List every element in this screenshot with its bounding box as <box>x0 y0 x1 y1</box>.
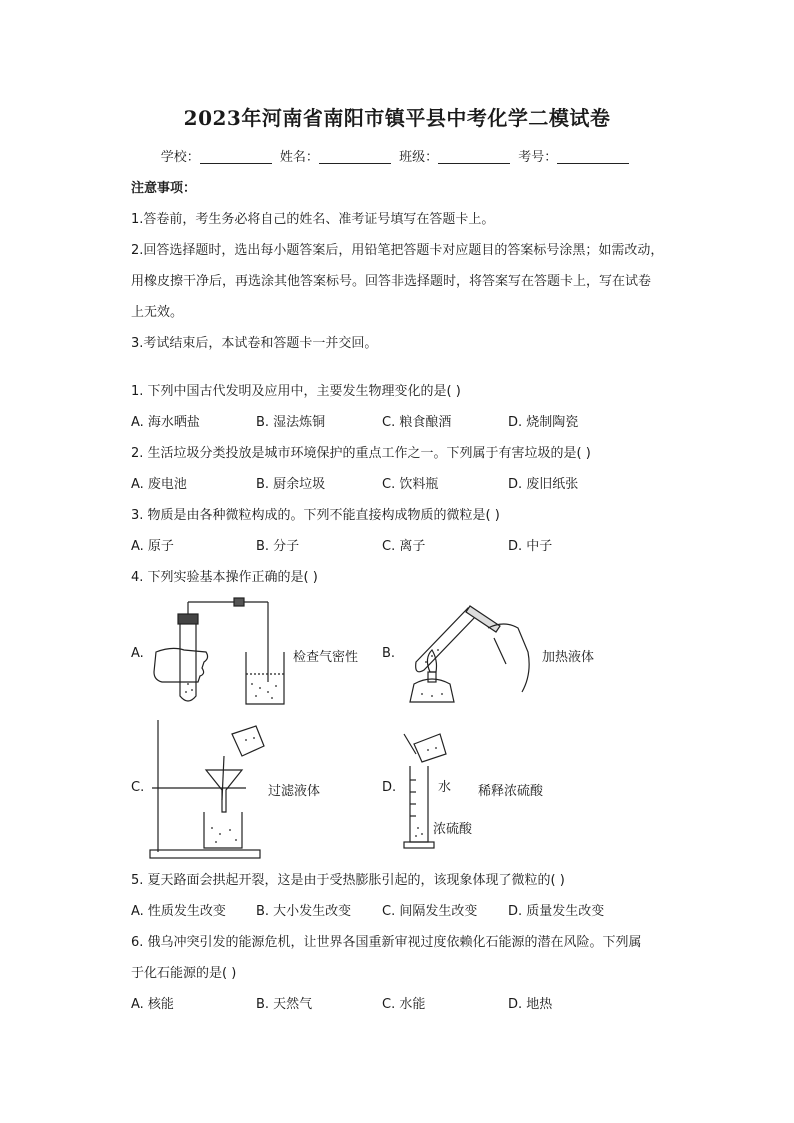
option-c[interactable]: C. 间隔发生改变 <box>382 904 478 919</box>
figure-c-letter[interactable]: C. <box>131 780 145 795</box>
option-c[interactable]: C. 饮料瓶 <box>382 477 439 492</box>
note-line: 3.考试结束后，本试卷和答题卡一并交回。 <box>131 336 378 351</box>
question-stem: 5. 夏天路面会拱起开裂，这是由于受热膨胀引起的，该现象体现了微粒的( ) <box>131 873 565 888</box>
option-d[interactable]: D. 废旧纸张 <box>508 477 579 492</box>
option-b[interactable]: B. 湿法炼铜 <box>256 415 326 430</box>
option-d[interactable]: D. 烧制陶瓷 <box>508 415 579 430</box>
figure-a-caption: 检查气密性 <box>293 650 359 665</box>
option-a[interactable]: A. 废电池 <box>131 477 187 492</box>
figure-d-letter[interactable]: D. <box>382 780 397 795</box>
option-a[interactable]: A. 海水晒盐 <box>131 415 200 430</box>
number-blank[interactable] <box>557 149 629 164</box>
question-stem: 2. 生活垃圾分类投放是城市环境保护的重点工作之一。下列属于有害垃圾的是( ) <box>131 446 591 461</box>
figure-b-letter[interactable]: B. <box>382 646 396 661</box>
class-blank[interactable] <box>438 149 510 164</box>
question-stem: 3. 物质是由各种微粒构成的。下列不能直接构成物质的微粒是( ) <box>131 508 500 523</box>
option-a[interactable]: A. 性质发生改变 <box>131 904 226 919</box>
option-d[interactable]: D. 中子 <box>508 539 553 554</box>
heating-liquid-drawing <box>396 592 536 710</box>
option-c[interactable]: C. 粮食酿酒 <box>382 415 452 430</box>
number-label: 考号： <box>518 150 558 165</box>
option-b[interactable]: B. 分子 <box>256 539 300 554</box>
note-line: 用橡皮擦干净后，再选涂其他答案标号。回答非选择题时，将答案写在答题卡上，写在试卷 <box>131 274 652 289</box>
figure-c-caption: 过滤液体 <box>268 784 321 799</box>
option-d[interactable]: D. 地热 <box>508 997 553 1012</box>
school-label: 学校： <box>160 150 200 165</box>
question-stem: 1. 下列中国古代发明及应用中，主要发生物理变化的是( ) <box>131 384 461 399</box>
figure-a-letter[interactable]: A. <box>131 646 144 661</box>
question-stem-continued: 于化石能源的是( ) <box>131 966 237 981</box>
note-line: 1.答卷前，考生务必将自己的姓名、准考证号填写在答题卡上。 <box>131 212 495 227</box>
airtightness-apparatus-drawing <box>148 592 288 710</box>
student-info-row <box>0 146 794 165</box>
notes-heading: 注意事项： <box>131 181 197 196</box>
note-line: 上无效。 <box>131 305 184 320</box>
option-a[interactable]: A. 核能 <box>131 997 174 1012</box>
option-b[interactable]: B. 厨余垃圾 <box>256 477 326 492</box>
option-c[interactable]: C. 离子 <box>382 539 426 554</box>
school-blank[interactable] <box>200 149 272 164</box>
option-d[interactable]: D. 质量发生改变 <box>508 904 605 919</box>
question-stem: 4. 下列实验基本操作正确的是( ) <box>131 570 318 585</box>
option-b[interactable]: B. 天然气 <box>256 997 313 1012</box>
option-b[interactable]: B. 大小发生改变 <box>256 904 352 919</box>
figure-d-caption: 稀释浓硫酸 <box>478 784 544 799</box>
water-label: 水 <box>438 780 452 795</box>
name-label: 姓名： <box>279 150 319 165</box>
question-stem: 6. 俄乌冲突引发的能源危机，让世界各国重新审视过度依赖化石能源的潜在风险。下列属 <box>131 935 642 950</box>
name-blank[interactable] <box>319 149 391 164</box>
acid-label: 浓硫酸 <box>433 822 473 837</box>
figure-b-caption: 加热液体 <box>542 650 595 665</box>
class-label: 班级： <box>399 150 439 165</box>
page-title: 2023年河南省南阳市镇平县中考化学二模试卷 <box>183 106 611 130</box>
option-a[interactable]: A. 原子 <box>131 539 174 554</box>
option-c[interactable]: C. 水能 <box>382 997 426 1012</box>
note-line: 2.回答选择题时，选出每小题答案后，用铅笔把答题卡对应题目的答案标号涂黑；如需改动， <box>131 243 664 258</box>
filtration-apparatus-drawing <box>146 716 270 862</box>
